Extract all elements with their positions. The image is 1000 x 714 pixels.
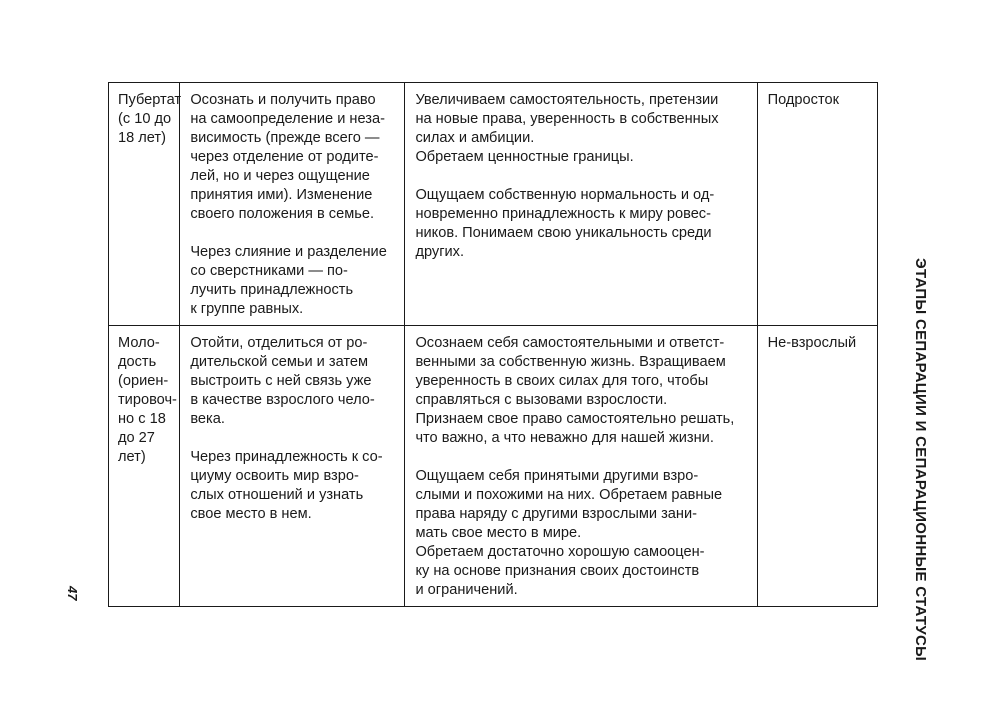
text-line: через отделение от родите- (190, 149, 379, 165)
text-line: циуму освоить мир взро- (190, 468, 359, 484)
text-line: висимость (прежде всего — (190, 130, 380, 146)
text-line: свое место в нем. (190, 506, 312, 522)
age-cell (109, 83, 180, 326)
text-line: Ощущаем себя принятыми другими взро- (415, 468, 699, 484)
age-cell (109, 326, 180, 607)
table-row (109, 326, 878, 607)
side-running-title: ЭТАПЫ СЕПАРАЦИИ И СЕПАРАЦИОННЫЕ СТАТУСЫ (912, 258, 929, 662)
text-line: Пубертат (118, 92, 182, 108)
paragraph-gap (415, 167, 746, 186)
text-line: к группе равных. (190, 301, 304, 317)
text-line: Моло- (118, 335, 160, 351)
text-line: со сверстниками — по- (190, 263, 348, 279)
text-line: новременно принадлежность к миру ровес- (415, 206, 711, 222)
text-line: Через принадлежность к со- (190, 449, 383, 465)
separation-stages-table (108, 82, 878, 607)
text-line: и ограничений. (415, 582, 518, 598)
text-line: ников. Понимаем свою уникальность среди (415, 225, 712, 241)
task-cell (180, 83, 405, 326)
text-line: своего положения в семье. (190, 206, 375, 222)
paragraph-gap (190, 224, 394, 243)
task-cell (180, 326, 405, 607)
text-line: Увеличиваем самостоятельность, претензии (415, 92, 719, 108)
text-line: дость (118, 354, 157, 370)
text-line: Ощущаем собственную нормальность и од- (415, 187, 715, 203)
text-line: (с 10 до (118, 111, 172, 127)
status-cell (757, 83, 877, 326)
text-line: венными за собственную жизнь. Взращиваем (415, 354, 726, 370)
text-line: что важно, а что неважно для нашей жизни. (415, 430, 714, 446)
text-line: лей, но и через ощущение (190, 168, 370, 184)
text-line: других. (415, 244, 465, 260)
text-line: Обретаем ценностные границы. (415, 149, 634, 165)
text-line: слыми и похожими на них. Обретаем равные (415, 487, 723, 503)
text-line: дительской семьи и затем (190, 354, 369, 370)
status-label: Подросток (767, 92, 839, 108)
text-line: уверенность в своих силах для того, чтобы (415, 373, 709, 389)
text-line: Осознать и получить право (190, 92, 376, 108)
text-line: Признаем свое право самостоятельно решать, (415, 411, 735, 427)
text-line: (ориен- (118, 373, 169, 389)
text-line: Через слияние и разделение (190, 244, 387, 260)
result-cell (405, 326, 757, 607)
paragraph-gap (415, 448, 746, 467)
text-line: лет) (118, 449, 146, 465)
text-line: века. (190, 411, 225, 427)
text-line: слых отношений и узнать (190, 487, 364, 503)
text-line: принятия ими). Изменение (190, 187, 373, 203)
text-line: силах и амбиции. (415, 130, 535, 146)
text-line: мать свое место в мире. (415, 525, 582, 541)
text-line: но с 18 (118, 411, 166, 427)
text-line: справляться с вызовами взрослости. (415, 392, 668, 408)
result-cell (405, 83, 757, 326)
text-line: до 27 (118, 430, 155, 446)
text-line: Осознаем себя самостоятельными и ответст- (415, 335, 725, 351)
page-number: 47 (65, 586, 80, 601)
text-line: на новые права, уверенность в собственных (415, 111, 719, 127)
text-line: ку на основе признания своих достоинств (415, 563, 700, 579)
text-line: Отойти, отделиться от ро- (190, 335, 368, 351)
text-line: выстроить с ней связь уже (190, 373, 372, 389)
table-row (109, 83, 878, 326)
text-line: права наряду с другими взрослыми зани- (415, 506, 697, 522)
text-line: Обретаем достаточно хорошую самооцен- (415, 544, 705, 560)
text-line: в качестве взрослого чело- (190, 392, 375, 408)
status-cell (757, 326, 877, 607)
text-line: тировоч- (118, 392, 177, 408)
text-line: на самоопределение и неза- (190, 111, 385, 127)
text-line: лучить принадлежность (190, 282, 354, 298)
status-label: Не-взрослый (767, 335, 857, 351)
paragraph-gap (190, 429, 394, 448)
text-line: 18 лет) (118, 130, 166, 146)
